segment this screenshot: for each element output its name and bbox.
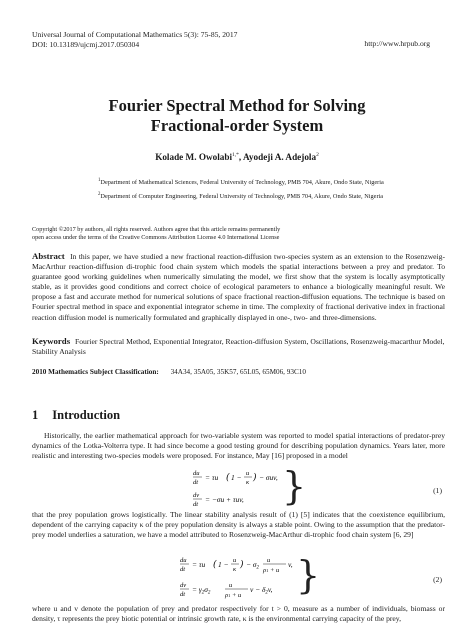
equation-2-number: (2) bbox=[433, 575, 442, 584]
msc-codes: 34A34, 35A05, 35K57, 65L05, 65M06, 93C10 bbox=[170, 368, 306, 376]
svg-text:v − δ2v,: $v - \delta_2v$, bbox=[250, 585, 273, 596]
svg-text:dv: dv bbox=[180, 582, 187, 589]
title-line-2: Fractional-order System bbox=[150, 116, 324, 135]
svg-text:ρ1 + u: ρ1 + u bbox=[225, 592, 242, 599]
equation-2-brace: } bbox=[296, 553, 321, 597]
author-list bbox=[0, 152, 474, 162]
svg-text:1 −: 1 − bbox=[218, 560, 229, 569]
svg-text:dv: dv bbox=[193, 492, 200, 499]
author-separator: , bbox=[238, 152, 243, 163]
svg-text:du: du bbox=[180, 557, 187, 564]
abstract-text: In this paper, we have studied a new fractional reaction-diffusion two-species system as an extension to the Rosenzweig-MacArthur reaction-diffusion di-trophic food chain system which models the spatial interactions between a prey and predator. To guarantee good working guidelines when numerically simulating the model, we first show that the system is locally asymptotically stable, as it provides good conditions and correct choice of ecological parameters to enhance a biologically meaningful result. We propose a fast and accurate method for numerical solutions of space fractional reaction-diffusion equations. The technique is based on Fourier spectral method in space and exponential integrator scheme in time. The complexity of fractional derivative index in fractional reaction diffusion model is numerically formulated and graphically displayed in one-, two- and three-dimensions. bbox=[32, 252, 445, 322]
svg-text:u: u bbox=[267, 557, 271, 564]
svg-text:= −σu + τuv,: = −σu + τuv, bbox=[205, 495, 244, 504]
author-1-affil: 1,* bbox=[232, 152, 239, 158]
affiliation-2-mark: 2 bbox=[98, 192, 101, 197]
copyright-line-2: open access under the terms of the Creative Commons Attribution License 4.0 International License bbox=[32, 234, 280, 241]
copyright-line-1: Copyright ©2017 by authors, all rights reserved. Authors agree that this article remains permanently bbox=[32, 226, 281, 233]
journal-url-link[interactable]: http://www.hrpub.org bbox=[364, 39, 430, 48]
intro-paragraph-2: that the prey population grows logistically. The linear stability analysis result of (1) [5] indicates that the coexistence equilibrium, dependent of the carrying capacity κ of the prey population density is always a stable point. Owing to the assumption that the predator-prey model underlies a saturation, we have a model attributed to Rosenzweig-MacArthur di-trophic food chain system [6, 29] bbox=[32, 510, 445, 540]
svg-text:= τu: = τu bbox=[192, 560, 206, 569]
svg-text:du: du bbox=[193, 470, 200, 477]
msc-classification bbox=[32, 368, 445, 376]
abstract-label: Abstract bbox=[32, 251, 65, 261]
svg-text:− σ2: − $\sigma_2$ bbox=[246, 560, 259, 571]
keywords bbox=[32, 336, 445, 357]
svg-text:ρ1 + u: ρ1 + u bbox=[263, 567, 280, 574]
doi-text: DOI: 10.13189/ujcmj.2017.050304 bbox=[32, 39, 140, 49]
svg-text:κ: κ bbox=[246, 479, 250, 486]
affiliation-2-text: Department of Computer Engineering, Federal University of Technology, PMB 704, Akure, Ondo State, Nigeria bbox=[100, 193, 384, 201]
keywords-text: Fourier Spectral Method, Exponential Integrator, Reaction-diffusion System, Oscillations, Rosenzweig-macarthur Model, Stability Analysis bbox=[32, 337, 445, 357]
author-1: Kolade M. Owolabi bbox=[155, 152, 233, 163]
svg-text:v,: v, bbox=[288, 560, 293, 569]
title-line-1: Fourier Spectral Method for Solving bbox=[108, 96, 366, 115]
svg-text:1 −: 1 − bbox=[231, 473, 242, 482]
journal-header bbox=[32, 30, 237, 49]
affiliation-1-text: Department of Mathematical Sciences, Federal University of Technology, PMB 704, Akure, Ondo State, Nigeria bbox=[100, 179, 384, 187]
svg-text:dt: dt bbox=[193, 501, 199, 508]
keywords-label: Keywords bbox=[32, 336, 71, 346]
author-2-affil: 2 bbox=[316, 152, 319, 158]
svg-text:u: u bbox=[229, 582, 233, 589]
svg-text:): ) bbox=[253, 473, 257, 483]
equation-1-line-1 bbox=[193, 467, 293, 491]
svg-text:dt: dt bbox=[180, 566, 186, 573]
abstract bbox=[32, 251, 445, 323]
svg-text:): ) bbox=[240, 560, 244, 570]
section-title: Introduction bbox=[52, 408, 121, 422]
equation-2-line-2-glyphs bbox=[180, 580, 310, 602]
msc-label: 2010 Mathematics Subject Classification: bbox=[32, 368, 159, 376]
affiliation-1-mark: 1 bbox=[98, 178, 101, 183]
equation-2-line-1 bbox=[180, 554, 310, 580]
svg-text:− σuv,: − σuv, bbox=[259, 473, 278, 482]
author-2: Ayodeji A. Adejola bbox=[242, 152, 317, 163]
affiliation-1 bbox=[98, 178, 384, 186]
equation-2-line-1-glyphs bbox=[180, 554, 310, 578]
equation-1-number: (1) bbox=[433, 486, 442, 495]
svg-text:(: ( bbox=[226, 473, 230, 483]
svg-text:u: u bbox=[246, 470, 250, 477]
svg-text:(: ( bbox=[213, 560, 217, 570]
equation-1-line-2-glyphs bbox=[193, 490, 293, 510]
paper-title bbox=[0, 96, 474, 136]
journal-citation: Universal Journal of Computational Mathematics 5(3): 75-85, 2017 bbox=[32, 30, 238, 39]
section-heading bbox=[32, 408, 120, 423]
equation-1-brace: } bbox=[282, 464, 307, 508]
equation-2-line-2 bbox=[180, 580, 310, 604]
intro-paragraph-3: where u and v denote the population of prey and predator respectively for t > 0, measure as a number of individuals, biomass or density, τ represents the prey biotic potential or intrinsic growth rate, κ is the environmental carrying capacity of the prey, bbox=[32, 604, 445, 624]
svg-text:dt: dt bbox=[193, 479, 199, 486]
svg-text:= τu: = τu bbox=[205, 473, 219, 482]
equation-1-line-2 bbox=[193, 490, 293, 512]
intro-paragraph-1: Historically, the earlier mathematical approach for two-variable system was reported to model spatial interactions of predator-prey dynamics of the Lotka-Volterra type. It had since become a good testing ground for describing population dynamics. Years later, more realistic and interesting two-species models were proposed. For instance, May [16] proposed in a model bbox=[32, 431, 445, 461]
copyright-notice bbox=[32, 226, 452, 242]
svg-text:= γ2σ2: = $\gamma_2\sigma_2$ bbox=[192, 585, 211, 596]
affiliation-2 bbox=[98, 192, 383, 200]
section-number: 1 bbox=[32, 408, 39, 422]
equation-1-line-1-glyphs bbox=[193, 467, 293, 489]
svg-text:dt: dt bbox=[180, 591, 186, 598]
svg-text:u: u bbox=[233, 557, 237, 564]
svg-text:κ: κ bbox=[233, 566, 237, 573]
